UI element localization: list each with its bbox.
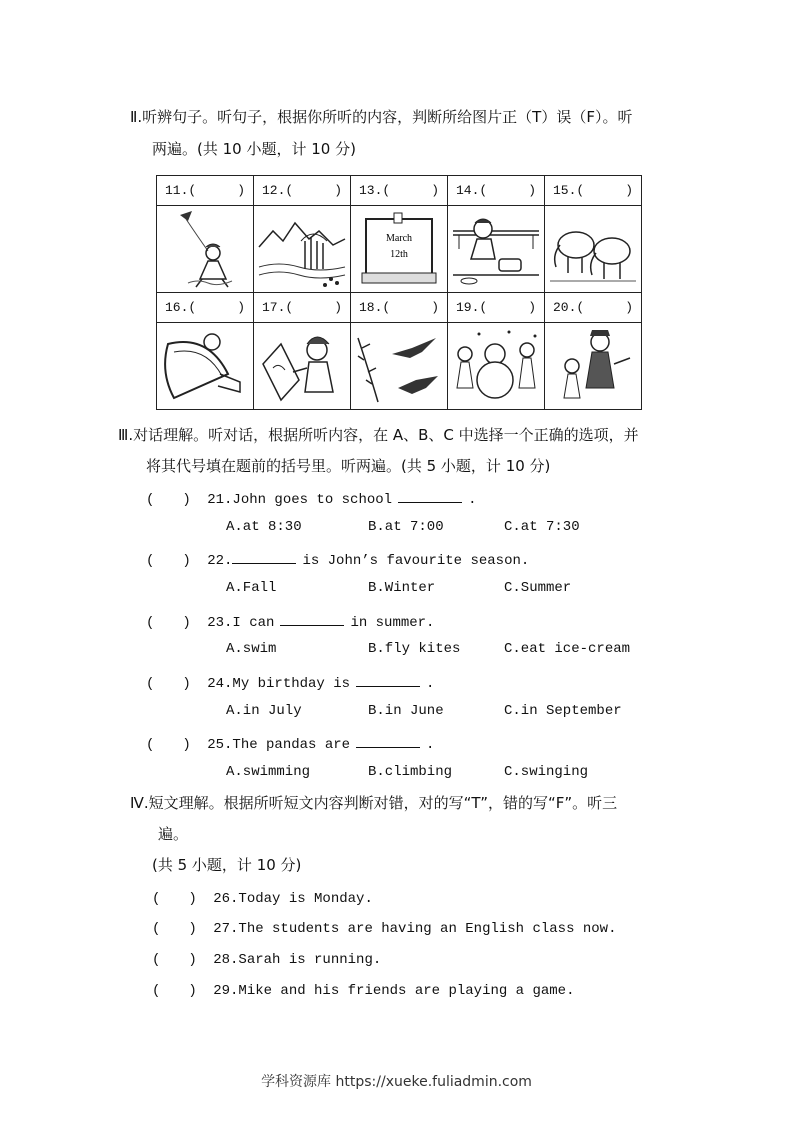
painting-girl-icon xyxy=(255,324,349,408)
item-17-cell: 17.( ) xyxy=(254,293,351,323)
option-b: B.at 7:00 xyxy=(368,519,444,535)
item-12-cell: 12.( ) xyxy=(254,176,351,206)
cooking-boy-icon xyxy=(449,207,543,291)
section-4-heading-line3: (共 5 小题，计 10 分) xyxy=(152,856,302,874)
kite-girl-picture xyxy=(157,206,254,293)
statement-26: ( ) 26.Today is Monday. xyxy=(152,891,373,907)
question-23: ( ) 23.I can in summer. xyxy=(146,615,435,631)
item-11-cell: 11.( ) xyxy=(157,176,254,206)
options-23 xyxy=(226,641,630,657)
item-19-cell: 19.( ) xyxy=(448,293,545,323)
trees-scene-picture xyxy=(254,206,351,293)
painting-girl-picture xyxy=(254,323,351,410)
item-13-cell: 13.( ) xyxy=(351,176,448,206)
option-c: C.Summer xyxy=(504,580,572,596)
swallows-icon xyxy=(352,324,446,408)
item-number: 20.( xyxy=(553,300,585,315)
option-a: A.at 8:30 xyxy=(226,519,302,535)
cooking-boy-picture xyxy=(448,206,545,293)
answer-blank[interactable] xyxy=(356,674,420,687)
picture-grid xyxy=(156,175,642,410)
item-number: 17.( xyxy=(262,300,294,315)
item-15-cell: 15.( ) xyxy=(545,176,642,206)
option-b: B.Winter xyxy=(368,580,436,596)
kite-girl-icon xyxy=(158,207,252,291)
answer-paren[interactable]: ( ) xyxy=(146,553,191,569)
option-a: A.swimming xyxy=(226,764,311,780)
adult-child-icon xyxy=(546,324,640,408)
answer-paren[interactable]: ( ) xyxy=(152,921,197,937)
answer-paren[interactable]: ( ) xyxy=(146,492,191,508)
option-c: C.eat ice-cream xyxy=(504,641,631,657)
calendar-day-text: 12th xyxy=(390,249,408,260)
statement-27: ( ) 27.The students are having an English class now. xyxy=(152,921,617,937)
options-21 xyxy=(226,519,580,535)
answer-paren[interactable]: ( ) xyxy=(146,615,191,631)
question-21: ( ) 21.John goes to school . xyxy=(146,492,477,508)
answer-paren[interactable]: ( ) xyxy=(152,891,197,907)
item-number: 16.( xyxy=(165,300,197,315)
item-number: 11.( xyxy=(165,183,197,198)
statement-29: ( ) 29.Mike and his friends are playing a game. xyxy=(152,983,575,999)
elephants-icon xyxy=(546,207,640,291)
item-20-cell: 20.( ) xyxy=(545,293,642,323)
answer-paren[interactable]: ( ) xyxy=(146,676,191,692)
question-24: ( ) 24.My birthday is . xyxy=(146,676,435,692)
section-3-heading-line1: Ⅲ.对话理解。听对话，根据所听内容，在 A、B、C 中选择一个正确的选项，并 xyxy=(118,426,639,444)
option-a: A.in July xyxy=(226,703,302,719)
answer-blank[interactable] xyxy=(398,490,462,503)
item-number: 13.( xyxy=(359,183,391,198)
elephants-picture xyxy=(545,206,642,293)
option-c: C.at 7:30 xyxy=(504,519,580,535)
options-24 xyxy=(226,703,622,719)
item-number: 19.( xyxy=(456,300,488,315)
calendar-month-text: March xyxy=(385,233,413,244)
answer-blank[interactable] xyxy=(232,551,296,564)
snowman-children-picture xyxy=(448,323,545,410)
answer-blank[interactable] xyxy=(356,735,420,748)
answer-blank[interactable] xyxy=(280,613,344,626)
option-a: A.swim xyxy=(226,641,277,657)
question-25: ( ) 25.The pandas are . xyxy=(146,737,435,753)
question-22: ( ) 22. is John’s favourite season. xyxy=(146,553,530,569)
option-b: B.fly kites xyxy=(368,641,461,657)
item-14-cell: 14.( ) xyxy=(448,176,545,206)
item-number: 15.( xyxy=(553,183,585,198)
section-2-heading-line2: 两遍。(共 10 小题，计 10 分) xyxy=(152,140,356,158)
birds-branch-picture xyxy=(351,323,448,410)
footer-source: 学科资源库 https://xueke.fuliadmin.com xyxy=(261,1074,532,1090)
option-b: B.in June xyxy=(368,703,444,719)
option-b: B.climbing xyxy=(368,764,453,780)
answer-paren[interactable]: ( ) xyxy=(152,983,197,999)
watermelon-icon xyxy=(158,324,252,408)
options-25 xyxy=(226,764,588,780)
option-a: A.Fall xyxy=(226,580,277,596)
item-18-cell: 18.( ) xyxy=(351,293,448,323)
item-number: 14.( xyxy=(456,183,488,198)
statement-28: ( ) 28.Sarah is running. xyxy=(152,952,382,968)
trees-landscape-icon xyxy=(255,207,349,291)
calendar-picture xyxy=(351,206,448,293)
section-2-heading-line1: Ⅱ.听辨句子。听句子，根据你所听的内容，判断所给图片正（T）误（F）。听 xyxy=(130,108,633,126)
item-number: 18.( xyxy=(359,300,391,315)
answer-paren[interactable]: ( ) xyxy=(146,737,191,753)
section-4-heading-line1: Ⅳ.短文理解。根据所听短文内容判断对错，对的写“T”，错的写“F”。听三 xyxy=(130,794,618,812)
section-3-heading-line2: 将其代号填在题前的括号里。听两遍。(共 5 小题，计 10 分) xyxy=(146,457,551,475)
item-16-cell: 16.( ) xyxy=(157,293,254,323)
watermelon-boy-picture xyxy=(157,323,254,410)
answer-paren[interactable]: ( ) xyxy=(152,952,197,968)
snowman-icon xyxy=(449,324,543,408)
calendar-icon xyxy=(352,207,446,291)
shopping-picture xyxy=(545,323,642,410)
item-number: 12.( xyxy=(262,183,294,198)
section-4-heading-line2: 遍。 xyxy=(158,825,189,843)
option-c: C.in September xyxy=(504,703,622,719)
option-c: C.swinging xyxy=(504,764,589,780)
options-22 xyxy=(226,580,571,596)
